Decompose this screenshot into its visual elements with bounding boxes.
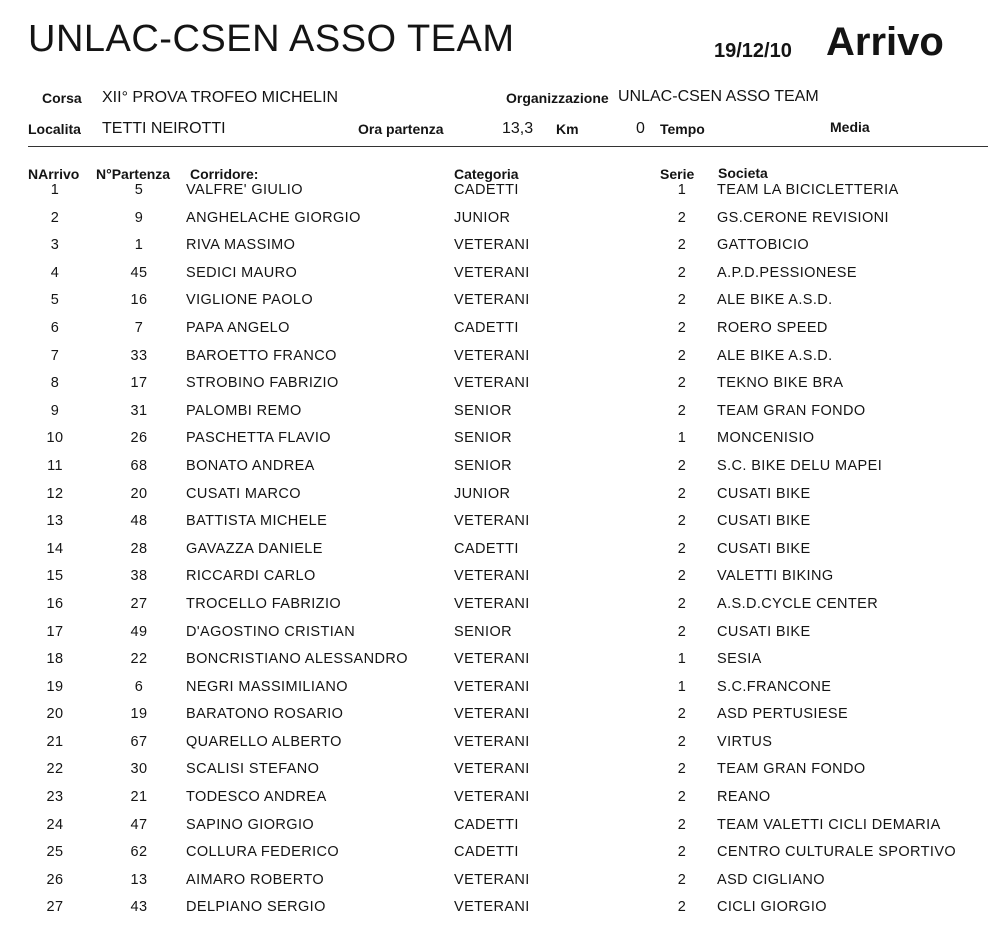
- table-row: [0, 817, 1000, 845]
- arrival-position: 20: [46, 706, 64, 723]
- serie: 2: [677, 761, 687, 778]
- serie: 2: [677, 485, 687, 502]
- category: VETERANI: [454, 706, 530, 723]
- arrival-position: 12: [46, 485, 64, 502]
- rider-name: BATTISTA MICHELE: [186, 513, 328, 530]
- col-categoria: Categoria: [454, 166, 519, 182]
- serie: 2: [677, 209, 687, 226]
- serie: 2: [677, 375, 687, 392]
- col-narrivo: NArrivo: [28, 166, 80, 182]
- rider-name: TODESCO ANDREA: [186, 789, 327, 806]
- arrival-position: 9: [50, 402, 60, 419]
- rider-name: SCALISI STEFANO: [186, 761, 320, 778]
- start-number: 68: [130, 457, 148, 474]
- category: CADETTI: [454, 816, 519, 833]
- team-name: CUSATI BIKE: [717, 485, 811, 502]
- serie: 2: [677, 623, 687, 640]
- arrival-position: 25: [46, 844, 64, 861]
- arrival-position: 24: [46, 816, 64, 833]
- category: VETERANI: [454, 789, 530, 806]
- team-name: S.C.FRANCONE: [717, 678, 832, 695]
- team-name: CUSATI BIKE: [717, 513, 811, 530]
- serie: 2: [677, 237, 687, 254]
- category: SENIOR: [454, 430, 512, 447]
- table-row: [0, 375, 1000, 403]
- tempo-label: Tempo: [660, 121, 705, 137]
- category: VETERANI: [454, 568, 530, 585]
- category: CADETTI: [454, 844, 519, 861]
- table-row: [0, 458, 1000, 486]
- rider-name: RIVA MASSIMO: [186, 237, 296, 254]
- category: VETERANI: [454, 761, 530, 778]
- category: VETERANI: [454, 264, 530, 281]
- team-name: CENTRO CULTURALE SPORTIVO: [717, 844, 957, 861]
- serie: 2: [677, 292, 687, 309]
- start-number: 38: [130, 568, 148, 585]
- table-row: [0, 320, 1000, 348]
- serie: 2: [677, 816, 687, 833]
- table-row: [0, 596, 1000, 624]
- ora-partenza-label: Ora partenza: [358, 121, 444, 137]
- rider-name: COLLURA FEDERICO: [186, 844, 340, 861]
- table-row: [0, 237, 1000, 265]
- table-row: [0, 651, 1000, 679]
- category: CADETTI: [454, 540, 519, 557]
- team-name: ALE BIKE A.S.D.: [717, 292, 833, 309]
- start-number: 27: [130, 595, 148, 612]
- category: SENIOR: [454, 457, 512, 474]
- team-name: ASD CIGLIANO: [717, 871, 825, 888]
- start-number: 17: [130, 375, 148, 392]
- rider-name: SAPINO GIORGIO: [186, 816, 315, 833]
- category: VETERANI: [454, 651, 530, 668]
- category: JUNIOR: [454, 209, 511, 226]
- arrival-position: 5: [50, 292, 60, 309]
- rider-name: PALOMBI REMO: [186, 402, 302, 419]
- rider-name: ANGHELACHE GIORGIO: [186, 209, 361, 226]
- arrival-position: 2: [50, 209, 60, 226]
- arrival-position: 16: [46, 595, 64, 612]
- start-number: 9: [134, 209, 144, 226]
- rider-name: NEGRI MASSIMILIANO: [186, 678, 348, 695]
- rider-name: BAROETTO FRANCO: [186, 347, 337, 364]
- team-name: ROERO SPEED: [717, 319, 828, 336]
- category: VETERANI: [454, 733, 530, 750]
- arrival-position: 21: [46, 733, 64, 750]
- table-row: [0, 210, 1000, 238]
- serie: 2: [677, 513, 687, 530]
- start-number: 33: [130, 347, 148, 364]
- col-societa: Societa: [718, 165, 768, 181]
- serie: 1: [677, 182, 687, 198]
- team-name: TEAM VALETTI CICLI DEMARIA: [717, 816, 941, 833]
- serie: 2: [677, 540, 687, 557]
- table-row: [0, 679, 1000, 707]
- start-number: 48: [130, 513, 148, 530]
- start-number: 21: [130, 789, 148, 806]
- table-row: [0, 403, 1000, 431]
- serie: 2: [677, 844, 687, 861]
- team-name: SESIA: [717, 651, 762, 668]
- rider-name: PASCHETTA FLAVIO: [186, 430, 331, 447]
- table-row: [0, 513, 1000, 541]
- start-number: 49: [130, 623, 148, 640]
- serie: 2: [677, 899, 687, 916]
- arrival-position: 8: [50, 375, 60, 392]
- arrival-position: 6: [50, 319, 60, 336]
- start-number: 45: [130, 264, 148, 281]
- team-name: MONCENISIO: [717, 430, 815, 447]
- arrival-position: 17: [46, 623, 64, 640]
- start-number: 28: [130, 540, 148, 557]
- serie: 1: [677, 651, 687, 668]
- serie: 2: [677, 789, 687, 806]
- arrival-position: 4: [50, 264, 60, 281]
- start-number: 67: [130, 733, 148, 750]
- arrival-position: 19: [46, 678, 64, 695]
- team-name: CUSATI BIKE: [717, 540, 811, 557]
- rider-name: BARATONO ROSARIO: [186, 706, 344, 723]
- team-name: GATTOBICIO: [717, 237, 810, 254]
- table-row: [0, 872, 1000, 900]
- rider-name: STROBINO FABRIZIO: [186, 375, 339, 392]
- start-number: 31: [130, 402, 148, 419]
- arrival-position: 22: [46, 761, 64, 778]
- serie: 2: [677, 733, 687, 750]
- table-row: [0, 541, 1000, 569]
- media-label: Media: [830, 119, 870, 135]
- rider-name: TROCELLO FABRIZIO: [186, 595, 342, 612]
- rider-name: DELPIANO SERGIO: [186, 899, 326, 916]
- table-row: [0, 182, 1000, 210]
- arrivo-label: Arrivo: [826, 20, 944, 64]
- table-row: [0, 568, 1000, 596]
- team-name: TEAM GRAN FONDO: [717, 761, 866, 778]
- rider-name: D'AGOSTINO CRISTIAN: [186, 623, 356, 640]
- rider-name: PAPA ANGELO: [186, 319, 290, 336]
- arrival-position: 15: [46, 568, 64, 585]
- rider-name: VALFRE' GIULIO: [186, 182, 303, 198]
- category: VETERANI: [454, 237, 530, 254]
- start-number: 13: [130, 871, 148, 888]
- start-number: 19: [130, 706, 148, 723]
- start-number: 62: [130, 844, 148, 861]
- team-name: TEAM GRAN FONDO: [717, 402, 866, 419]
- arrival-position: 10: [46, 430, 64, 447]
- team-name: CICLI GIORGIO: [717, 899, 827, 916]
- start-number: 26: [130, 430, 148, 447]
- team-name: A.S.D.CYCLE CENTER: [717, 595, 879, 612]
- col-npartenza: N°Partenza: [96, 166, 171, 182]
- arrival-position: 7: [50, 347, 60, 364]
- organizzazione-value: UNLAC-CSEN ASSO TEAM: [618, 88, 819, 105]
- col-serie: Serie: [660, 166, 695, 182]
- category: VETERANI: [454, 347, 530, 364]
- category: VETERANI: [454, 899, 530, 916]
- serie: 2: [677, 264, 687, 281]
- ora-partenza-value: 13,3: [502, 120, 534, 137]
- table-row: [0, 624, 1000, 652]
- category: CADETTI: [454, 319, 519, 336]
- start-number: 47: [130, 816, 148, 833]
- header-divider: [28, 146, 988, 147]
- race-date: 19/12/10: [714, 40, 792, 62]
- team-name: CUSATI BIKE: [717, 623, 811, 640]
- table-row: [0, 706, 1000, 734]
- team-name: S.C. BIKE DELU MAPEI: [717, 457, 883, 474]
- category: VETERANI: [454, 678, 530, 695]
- serie: 2: [677, 319, 687, 336]
- arrival-position: 23: [46, 789, 64, 806]
- serie: 2: [677, 871, 687, 888]
- corsa-value: XII° PROVA TROFEO MICHELIN: [102, 89, 339, 106]
- arrival-position: 3: [50, 237, 60, 254]
- table-row: [0, 844, 1000, 872]
- arrival-position: 18: [46, 651, 64, 668]
- start-number: 7: [134, 319, 144, 336]
- start-number: 16: [130, 292, 148, 309]
- rider-name: BONATO ANDREA: [186, 457, 315, 474]
- start-number: 6: [134, 678, 144, 695]
- page-title: UNLAC-CSEN ASSO TEAM: [28, 18, 515, 60]
- category: JUNIOR: [454, 485, 511, 502]
- table-row: [0, 761, 1000, 789]
- serie: 1: [677, 678, 687, 695]
- team-name: VALETTI BIKING: [717, 568, 834, 585]
- km-value: 0: [636, 120, 645, 137]
- rider-name: BONCRISTIANO ALESSANDRO: [186, 651, 408, 668]
- arrival-position: 1: [50, 182, 60, 198]
- category: VETERANI: [454, 292, 530, 309]
- serie: 2: [677, 595, 687, 612]
- col-corridore: Corridore:: [190, 166, 259, 182]
- team-name: TEKNO BIKE BRA: [717, 375, 844, 392]
- localita-label: Localita: [28, 121, 81, 137]
- team-name: TEAM LA BICICLETTERIA: [717, 182, 899, 198]
- category: VETERANI: [454, 595, 530, 612]
- serie: 2: [677, 457, 687, 474]
- arrival-position: 14: [46, 540, 64, 557]
- rider-name: SEDICI MAURO: [186, 264, 298, 281]
- category: VETERANI: [454, 871, 530, 888]
- arrival-position: 11: [47, 457, 63, 474]
- rider-name: GAVAZZA DANIELE: [186, 540, 323, 557]
- corsa-label: Corsa: [42, 90, 82, 106]
- start-number: 20: [130, 485, 148, 502]
- team-name: VIRTUS: [717, 733, 773, 750]
- start-number: 30: [130, 761, 148, 778]
- table-row: [0, 789, 1000, 817]
- start-number: 1: [134, 237, 144, 254]
- rider-name: CUSATI MARCO: [186, 485, 301, 502]
- category: SENIOR: [454, 623, 512, 640]
- category: CADETTI: [454, 182, 519, 198]
- team-name: GS.CERONE REVISIONI: [717, 209, 889, 226]
- rider-name: RICCARDI CARLO: [186, 568, 316, 585]
- table-row: [0, 348, 1000, 376]
- start-number: 43: [130, 899, 148, 916]
- table-row: [0, 430, 1000, 458]
- serie: 2: [677, 402, 687, 419]
- team-name: ALE BIKE A.S.D.: [717, 347, 833, 364]
- rider-name: AIMARO ROBERTO: [186, 871, 325, 888]
- organizzazione-label: Organizzazione: [506, 90, 609, 106]
- km-label: Km: [556, 121, 579, 137]
- serie: 2: [677, 568, 687, 585]
- start-number: 5: [134, 182, 144, 198]
- serie: 2: [677, 347, 687, 364]
- start-number: 22: [130, 651, 148, 668]
- arrival-position: 13: [46, 513, 64, 530]
- serie: 2: [677, 706, 687, 723]
- localita-value: TETTI NEIROTTI: [102, 120, 226, 137]
- results-table: [0, 182, 1000, 927]
- table-row: [0, 734, 1000, 762]
- team-name: REANO: [717, 789, 771, 806]
- category: VETERANI: [454, 513, 530, 530]
- table-row: [0, 265, 1000, 293]
- table-row: [0, 292, 1000, 320]
- team-name: A.P.D.PESSIONESE: [717, 264, 857, 281]
- team-name: ASD PERTUSIESE: [717, 706, 849, 723]
- category: SENIOR: [454, 402, 512, 419]
- table-row: [0, 486, 1000, 514]
- table-row: [0, 899, 1000, 927]
- rider-name: VIGLIONE PAOLO: [186, 292, 314, 309]
- category: VETERANI: [454, 375, 530, 392]
- rider-name: QUARELLO ALBERTO: [186, 733, 342, 750]
- serie: 1: [677, 430, 687, 447]
- arrival-position: 27: [46, 899, 64, 916]
- arrival-position: 26: [46, 871, 64, 888]
